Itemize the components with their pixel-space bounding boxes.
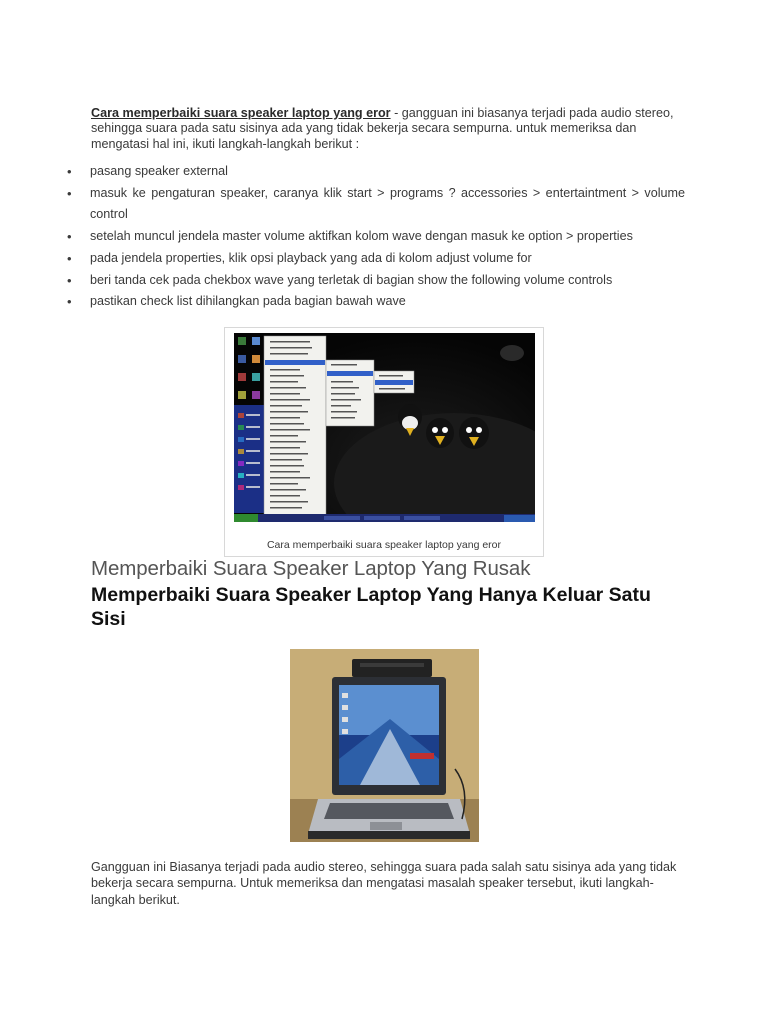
figure	[224, 327, 544, 557]
step-item: • masuk ke pengaturan speaker, caranya klik start > programs ? accessories > entertaintment > volume control	[60, 183, 685, 226]
steps-list	[60, 161, 685, 313]
intro-text: - gangguan ini biasanya terjadi pada audio stereo, sehingga suara pada satu sisinya ada yang tidak bekerja secara sempurna. untuk memeriksa dan mengatasi hal ini, ikuti langkah-langkah berikut :	[91, 105, 674, 151]
step-item: • pastikan check list dihilangkan pada bagian bawah wave	[60, 291, 685, 313]
figure-caption: Cara memperbaiki suara speaker laptop yang eror	[266, 539, 502, 551]
windows-xp-start-menu-screenshot	[234, 333, 535, 522]
body-paragraph: Gangguan ini Biasanya terjadi pada audio stereo, sehingga suara pada salah satu sisinya ada yang tidak bekerja secara sempurna. Untuk memeriksa dan mengatasi masalah speaker tersebut, ikuti langkah-langkah berikut.	[91, 859, 677, 907]
step-item: • pada jendela properties, klik opsi playback yang ada di kolom adjust volume for	[60, 248, 685, 270]
intro-link[interactable]: Cara memperbaiki suara speaker laptop yang eror	[91, 105, 391, 120]
laptop-illustration	[290, 649, 479, 842]
step-item: • setelah muncul jendela master volume aktifkan kolom wave dengan masuk ke option > properties	[60, 226, 685, 248]
laptop-photo	[290, 649, 479, 842]
step-item: • pasang speaker external	[60, 161, 685, 183]
intro-paragraph	[91, 106, 681, 153]
screenshot-illustration	[234, 333, 535, 522]
sub-heading: Memperbaiki Suara Speaker Laptop Yang Hanya Keluar Satu Sisi	[91, 584, 651, 630]
section-heading: Memperbaiki Suara Speaker Laptop Yang Rusak	[91, 557, 531, 580]
step-item: • beri tanda cek pada chekbox wave yang terletak di bagian show the following volume controls	[60, 270, 685, 292]
